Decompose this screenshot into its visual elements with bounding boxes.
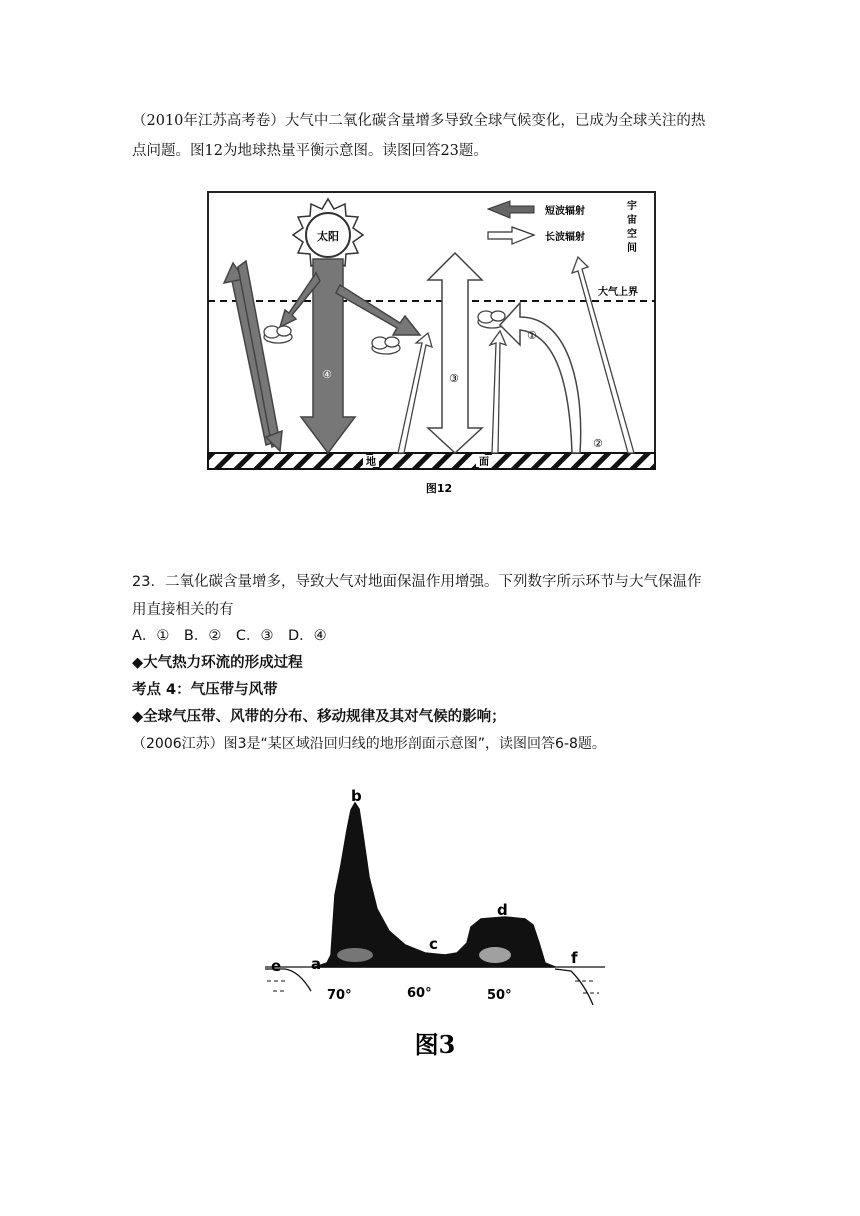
left-water-lines xyxy=(267,981,285,991)
sun-label: 太阳 xyxy=(317,230,339,243)
legend-longwave-label: 长波辐射 xyxy=(545,232,585,243)
space-label-4: 间 xyxy=(627,243,637,254)
degree-60: 60° xyxy=(407,986,432,1001)
space-label-2: 宙 xyxy=(627,215,637,226)
mark-3: ③ xyxy=(449,372,459,385)
mark-1: ① xyxy=(527,329,537,342)
terrain-profile-figure xyxy=(255,785,615,1075)
question23-line-1: 23．二氧化碳含量增多，导致大气对地面保温作用增强。下列数字所示环节与大气保温作 xyxy=(132,574,702,590)
mark-4: ④ xyxy=(322,368,332,381)
legend-shortwave-label: 短波辐射 xyxy=(545,206,585,217)
space-label-1: 宇 xyxy=(627,201,637,212)
label-e: e xyxy=(271,957,282,975)
degree-70: 70° xyxy=(327,988,352,1003)
atmosphere-top-label: 大气上界 xyxy=(598,287,638,298)
right-coast xyxy=(555,969,593,1005)
heading-pressure-belts: ◆全球气压带、风带的分布、移动规律及其对气候的影响； xyxy=(132,709,506,725)
heading-thermal-circulation: ◆大气热力环流的形成过程 xyxy=(132,655,303,671)
ground-strip xyxy=(208,453,655,469)
label-b: b xyxy=(351,787,362,805)
question23-line-2: 用直接相关的有 xyxy=(132,602,234,618)
intro2-line: （2006江苏）图3是“某区域沿回归线的地形剖面示意图”，读图回答6-8题。 xyxy=(132,736,606,752)
label-f: f xyxy=(571,949,578,967)
intro-line-1: （2010年江苏高考卷）大气中二氧化碳含量增多导致全球气候变化，已成为全球关注的热 xyxy=(132,113,706,129)
label-d: d xyxy=(497,901,508,919)
label-c: c xyxy=(429,935,438,953)
ground-label-right: 面 xyxy=(479,457,489,468)
earth-heat-balance-figure xyxy=(200,185,660,505)
space-label-3: 空 xyxy=(627,229,637,240)
figure12-caption: 图12 xyxy=(425,482,453,495)
heading-topic-4: 考点 4：气压带与风带 xyxy=(132,682,278,698)
question23-options: A．① B．② C．③ D．④ xyxy=(132,628,327,644)
figure3-caption: 图3 xyxy=(414,1030,456,1059)
cloud-mid-icon xyxy=(372,337,400,354)
ground-label-left: 地 xyxy=(366,457,376,468)
label-a: a xyxy=(311,955,322,973)
intro-line-2: 点问题。图12为地球热量平衡示意图。读图回答23题。 xyxy=(132,143,488,159)
degree-50: 50° xyxy=(487,988,512,1003)
cloud-left-icon xyxy=(264,326,292,343)
mark-2: ② xyxy=(593,437,603,450)
